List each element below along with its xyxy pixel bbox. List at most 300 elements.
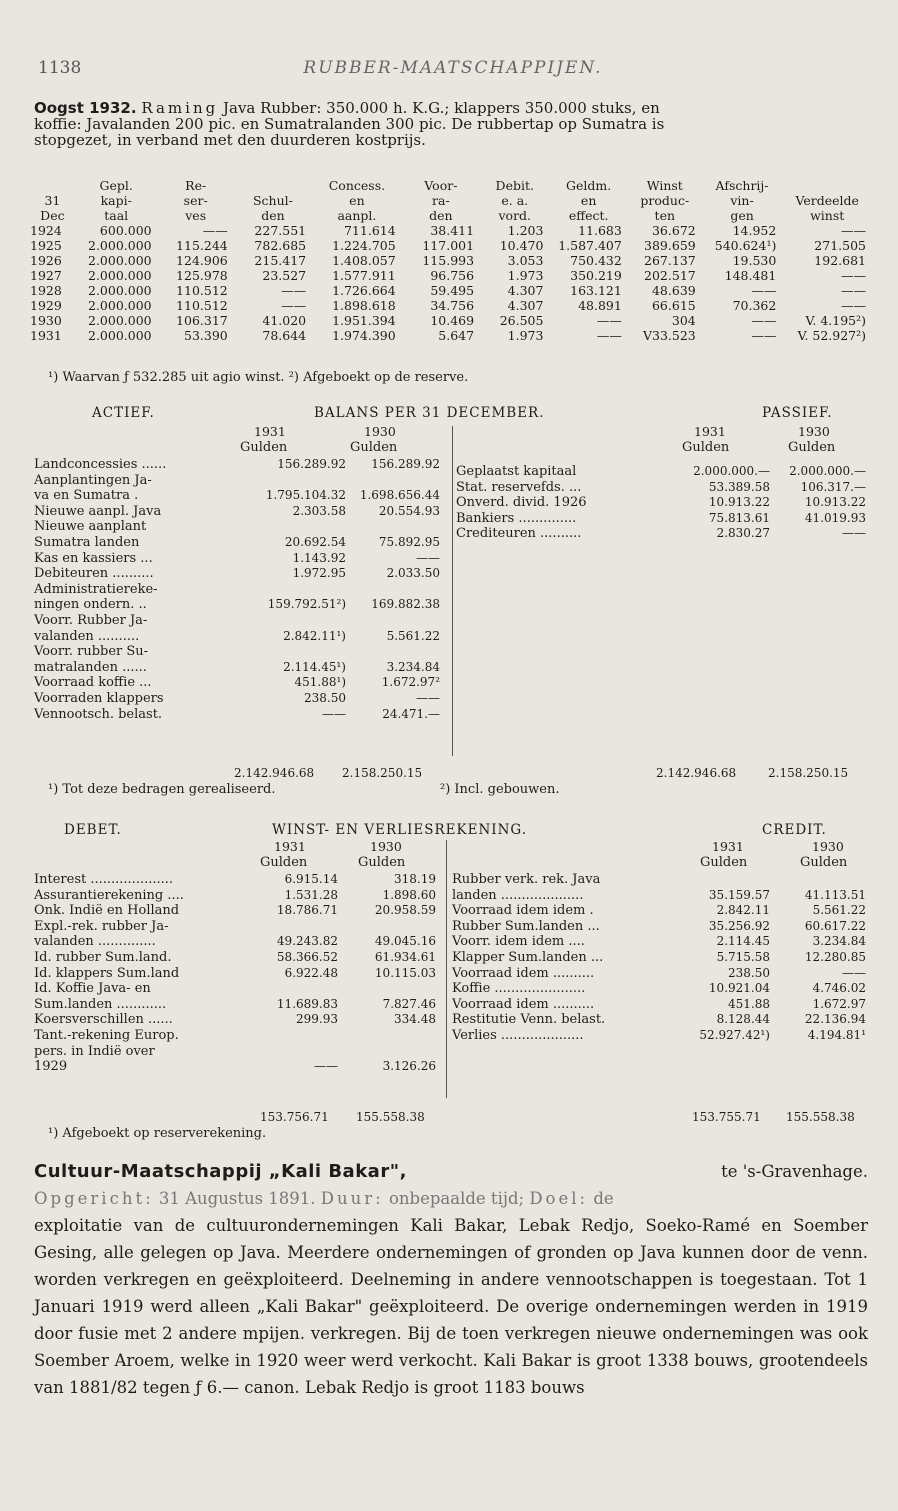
list-item xyxy=(452,950,866,966)
pl-credit-unit-1: Gulden xyxy=(700,855,748,870)
item-label: Rubber Sum.landen ... xyxy=(452,918,600,934)
year-cell: 1926 xyxy=(30,253,62,268)
item-label: Voorr. Rubber Ja- xyxy=(34,612,148,628)
balance-title: BALANS PER 31 DECEMBER. xyxy=(314,405,545,421)
list-item xyxy=(34,566,440,582)
financial-header-cell: Gepl. xyxy=(99,178,133,193)
table-row xyxy=(30,298,872,313)
item-value-1930: 24.471.— xyxy=(382,706,440,721)
list-item xyxy=(34,644,440,660)
item-label: pers. in Indië over xyxy=(34,1043,155,1059)
list-item xyxy=(456,511,866,527)
item-value-1930: —— xyxy=(842,965,866,980)
item-value-1930: 49.045.16 xyxy=(374,934,436,949)
list-item xyxy=(34,903,436,919)
list-item xyxy=(452,1028,866,1044)
item-label: Sumatra landen xyxy=(34,534,140,550)
financial-header-cell: taal xyxy=(104,208,129,223)
year-cell: 1931 xyxy=(30,328,62,343)
item-value-1930: 22.136.94 xyxy=(804,1012,866,1027)
value-cell: 4.307 xyxy=(507,298,544,313)
list-item xyxy=(34,872,436,888)
item-value-1931: 2.000.000.— xyxy=(693,464,770,478)
value-cell: 1.587.407 xyxy=(558,238,622,253)
financial-header-cell: Verdeelde xyxy=(795,193,859,208)
harvest-paragraph xyxy=(34,100,868,148)
item-value-1931: 238.50 xyxy=(304,690,346,705)
item-value-1930: 169.882.38 xyxy=(371,597,440,612)
value-cell: 11.683 xyxy=(578,223,622,238)
item-value-1931: 2.830.27 xyxy=(716,526,770,541)
page-header xyxy=(38,58,868,84)
financial-header-cell: Dec xyxy=(40,208,65,223)
balance-total-left-1930: 2.158.250.15 xyxy=(342,766,423,780)
item-label: Koffie ...................... xyxy=(452,981,586,997)
item-value-1930: 10.115.03 xyxy=(374,965,436,980)
value-cell: —— xyxy=(751,313,777,328)
item-label: Nieuwe aanpl. Java xyxy=(34,503,162,519)
item-value-1931: 1.143.92 xyxy=(292,550,346,565)
financial-header-cell: Geldm. xyxy=(566,178,612,193)
founded-value: 31 Augustus 1891. xyxy=(153,1189,321,1208)
value-cell: 1.951.394 xyxy=(332,313,396,328)
value-cell: —— xyxy=(841,298,866,313)
list-item xyxy=(34,981,436,997)
item-label: Onk. Indië en Holland xyxy=(34,903,180,919)
value-cell: —— xyxy=(596,313,622,328)
item-value-1931: 2.303.58 xyxy=(292,503,346,518)
item-label: Kas en kassiers ... xyxy=(34,550,153,566)
item-value-1930: 60.617.22 xyxy=(804,918,866,933)
financial-header-cell: aanpl. xyxy=(337,208,377,223)
balance-passief-list xyxy=(456,464,866,542)
value-cell: 124.906 xyxy=(176,253,228,268)
company-name: Cultuur-Maatschappij „Kali Bakar", xyxy=(34,1161,407,1182)
table-row xyxy=(30,313,872,328)
list-item xyxy=(456,480,866,496)
item-label: Crediteuren .......... xyxy=(456,526,582,542)
company-body-text: exploitatie van de cultuurondernemingen Kali Bakar, Lebak Redjo, Soeko-Ramé en Soember Gesing, alle gelegen op Java. Meerdere ondernemingen of gronden op Java kunnen door de venn. worden verkregen en geëxploiteerd. Deelneming in andere vennootschappen is toegestaan. Tot 1 Januari 1919 werd alleen „Kali Bakar" geëxploiteerd. De overige ondernemingen werden in 1919 door fusie met 2 andere mpijen. verkregen. Bij de toen verkregen nieuwe ondernemingen was ook Soember Aroem, welke in 1920 weer werd verkocht. Kali Bakar is groot 1338 bouws, grootendeels van 1881/82 tegen ƒ 6.— canon. Lebak Redjo is groot 1183 bouws xyxy=(34,1216,868,1397)
financial-header-cell: ten xyxy=(654,208,676,223)
value-cell: 2.000.000 xyxy=(88,238,152,253)
item-value-1931: 53.389.58 xyxy=(708,479,770,494)
pl-debet-unit-1: Gulden xyxy=(260,855,308,870)
item-value-1930: 20.958.59 xyxy=(374,903,436,918)
value-cell: 148.481 xyxy=(724,268,777,283)
year-cell: 1929 xyxy=(30,298,62,313)
item-value-1930: 5.561.22 xyxy=(386,628,440,643)
item-value-1930: 4.194.81¹ xyxy=(807,1027,866,1042)
value-cell: 711.614 xyxy=(343,223,396,238)
item-value-1931: 156.289.92 xyxy=(277,457,346,471)
balance-actief-list xyxy=(34,457,440,722)
list-item xyxy=(34,707,440,723)
item-value-1931: —— xyxy=(314,1059,338,1074)
value-cell: 1.973 xyxy=(507,328,544,343)
value-cell: 48.891 xyxy=(578,298,622,313)
value-cell: 1.408.057 xyxy=(332,253,396,268)
list-item xyxy=(34,535,440,551)
value-cell: 782.685 xyxy=(254,238,307,253)
list-item xyxy=(34,629,440,645)
item-value-1931: 2.114.45¹) xyxy=(283,659,346,674)
item-label: Voorraad idem .......... xyxy=(452,996,595,1012)
item-value-1931: 1.795.104.32 xyxy=(265,488,346,503)
list-item xyxy=(452,872,866,888)
item-value-1930: 1.672.97 xyxy=(812,996,866,1011)
list-item xyxy=(34,1028,436,1044)
value-cell: 41.020 xyxy=(262,313,307,328)
item-value-1930: 2.000.000.— xyxy=(789,464,866,478)
value-cell: 304 xyxy=(671,313,696,328)
item-value-1931: 1.531.28 xyxy=(284,887,338,902)
value-cell: 1.973 xyxy=(507,268,544,283)
item-value-1930: 7.827.46 xyxy=(382,996,436,1011)
value-cell: 34.756 xyxy=(430,298,475,313)
item-label: Voorr. rubber Su- xyxy=(34,644,149,660)
year-cell: 1925 xyxy=(30,238,62,253)
item-value-1931: 49.243.82 xyxy=(276,934,338,949)
item-label: Verlies .................... xyxy=(452,1027,584,1043)
item-label: Landconcessies ...... xyxy=(34,457,167,472)
financial-header-cell: en xyxy=(580,193,597,208)
company-location: te 's-Gravenhage. xyxy=(721,1162,868,1181)
item-value-1931: 299.93 xyxy=(296,1012,338,1027)
financial-header-row xyxy=(30,208,872,223)
item-value-1930: 1.672.97² xyxy=(381,675,440,690)
financial-header-cell: e. a. xyxy=(501,193,529,208)
financial-header-cell: Voor- xyxy=(424,178,458,193)
list-item xyxy=(34,1012,436,1028)
pl-total-left-1931: 153.756.71 xyxy=(260,1110,329,1124)
balance-actief-unit-2: Gulden xyxy=(350,440,398,455)
item-label: Onverd. divid. 1926 xyxy=(456,495,587,511)
item-value-1930: 1.898.60 xyxy=(382,887,436,902)
value-cell: 2.000.000 xyxy=(88,268,152,283)
pl-total-right-1930: 155.558.38 xyxy=(786,1110,855,1124)
value-cell: —— xyxy=(596,328,622,343)
item-value-1930: 20.554.93 xyxy=(378,503,440,518)
financial-header-cell: ser- xyxy=(183,193,208,208)
value-cell: —— xyxy=(841,223,866,238)
table-row xyxy=(30,253,872,268)
value-cell: V. 4.195²) xyxy=(805,313,866,328)
year-cell: 1924 xyxy=(30,223,62,238)
value-cell: 1.726.664 xyxy=(332,283,396,298)
pl-title: WINST- EN VERLIESREKENING. xyxy=(272,822,528,838)
financial-header-cell: Debit. xyxy=(495,178,534,193)
item-value-1931: 20.692.54 xyxy=(284,534,346,549)
item-value-1931: 75.813.61 xyxy=(708,510,770,525)
pl-total-left-1930: 155.558.38 xyxy=(356,1110,425,1124)
item-label: Restitutie Venn. belast. xyxy=(452,1012,606,1028)
value-cell: 23.527 xyxy=(262,268,307,283)
value-cell: 59.495 xyxy=(430,283,475,298)
financial-header-cell: vord. xyxy=(498,208,532,223)
financial-header-cell: produc- xyxy=(640,193,690,208)
item-label: Voorraad koffie ... xyxy=(34,675,152,691)
item-value-1930: 41.113.51 xyxy=(804,887,866,902)
list-item xyxy=(34,1059,436,1075)
balance-actief-year-2: 1930 xyxy=(364,424,396,439)
financial-header-cell xyxy=(782,178,872,193)
balance-actief-year-1: 1931 xyxy=(254,424,286,439)
value-cell: 2.000.000 xyxy=(88,328,152,343)
item-label: Id. Koffie Java- en xyxy=(34,981,151,997)
item-label: valanden .............. xyxy=(34,934,156,950)
list-item xyxy=(452,997,866,1013)
value-cell: 600.000 xyxy=(99,223,152,238)
value-cell: —— xyxy=(751,283,777,298)
item-label: Voorraden klappers xyxy=(34,690,164,706)
value-cell: 267.137 xyxy=(644,253,696,268)
value-cell: 540.624¹) xyxy=(714,238,777,253)
value-cell: 350.219 xyxy=(570,268,622,283)
item-value-1930: 12.280.85 xyxy=(804,949,866,964)
balance-actief-unit-1: Gulden xyxy=(240,440,288,455)
financial-header-cell xyxy=(30,178,75,193)
item-label: Expl.-rek. rubber Ja- xyxy=(34,918,169,934)
item-value-1930: 4.746.02 xyxy=(812,981,866,996)
list-item xyxy=(34,582,440,598)
item-label: Vennootsch. belast. xyxy=(34,706,163,722)
item-value-1930: 1.698.656.44 xyxy=(359,488,440,503)
item-value-1931: 1.972.95 xyxy=(292,566,346,581)
financial-header-cell: Schul- xyxy=(252,193,293,208)
list-item xyxy=(34,997,436,1013)
list-item xyxy=(452,966,866,982)
list-item xyxy=(34,597,440,613)
list-item xyxy=(34,1044,436,1060)
financial-header-cell: Concess. xyxy=(328,178,386,193)
list-item xyxy=(452,981,866,997)
value-cell: 110.512 xyxy=(176,283,228,298)
financial-header-row xyxy=(30,178,872,193)
item-label: Rubber verk. rek. Java xyxy=(452,872,601,887)
value-cell: 38.411 xyxy=(430,223,475,238)
item-label: Voorraad idem .......... xyxy=(452,965,595,981)
value-cell: 227.551 xyxy=(254,223,307,238)
financial-header-cell: ra- xyxy=(432,193,450,208)
item-value-1930: 156.289.92 xyxy=(371,457,440,471)
value-cell: 192.681 xyxy=(814,253,866,268)
year-cell: 1928 xyxy=(30,283,62,298)
value-cell: —— xyxy=(841,283,866,298)
item-value-1930: 3.126.26 xyxy=(382,1059,436,1074)
financial-header-cell: winst xyxy=(810,208,845,223)
value-cell: 1.898.618 xyxy=(332,298,396,313)
item-label: Klapper Sum.landen ... xyxy=(452,949,604,965)
value-cell: 202.517 xyxy=(644,268,696,283)
list-item xyxy=(34,457,440,473)
list-item xyxy=(34,551,440,567)
financial-header-cell xyxy=(234,178,312,193)
value-cell: —— xyxy=(202,223,228,238)
value-cell: 1.224.705 xyxy=(332,238,396,253)
harvest-estimate-label: Raming xyxy=(141,99,219,117)
value-cell: 115.244 xyxy=(176,238,228,253)
value-cell: 5.647 xyxy=(438,328,475,343)
item-label: Tant.-rekening Europ. xyxy=(34,1027,179,1043)
list-item xyxy=(34,934,436,950)
list-item xyxy=(34,660,440,676)
item-label: Aanplantingen Ja- xyxy=(34,472,152,488)
balance-total-left-1931: 2.142.946.68 xyxy=(234,766,315,780)
running-title: RUBBER-MAATSCHAPPIJEN. xyxy=(303,58,603,78)
item-value-1931: 11.689.83 xyxy=(276,996,338,1011)
item-value-1931: 52.927.42¹) xyxy=(699,1027,770,1042)
item-label: 1929 xyxy=(34,1059,68,1075)
item-label: ningen ondern. .. xyxy=(34,597,147,613)
financial-header-cell: den xyxy=(429,208,453,223)
item-value-1931: 8.128.44 xyxy=(716,1012,770,1027)
balance-passief-unit-2: Gulden xyxy=(788,440,836,455)
item-value-1931: 451.88 xyxy=(728,996,770,1011)
pl-debet-year-2: 1930 xyxy=(370,839,402,854)
item-value-1931: 10.913.22 xyxy=(708,495,770,510)
value-cell: 106.317 xyxy=(176,313,228,328)
item-value-1931: 6.915.14 xyxy=(284,872,338,886)
item-value-1930: 106.317.— xyxy=(800,479,866,494)
financial-header-cell: ves xyxy=(185,208,207,223)
table-row xyxy=(30,268,872,283)
item-value-1931: 35.159.57 xyxy=(708,887,770,902)
item-value-1930: 75.892.95 xyxy=(378,534,440,549)
item-value-1930: 334.48 xyxy=(394,1012,436,1027)
harvest-line-3: stopgezet, in verband met den duurderen kostprijs. xyxy=(34,131,426,149)
item-value-1931: 2.114.45 xyxy=(716,934,770,949)
item-value-1930: 61.934.61 xyxy=(374,949,436,964)
value-cell: 36.672 xyxy=(651,223,696,238)
item-value-1931: 159.792.51²) xyxy=(267,597,346,612)
item-value-1931: 238.50 xyxy=(728,965,770,980)
balance-footnote-left: ¹) Tot deze bedragen gerealiseerd. xyxy=(48,782,276,797)
pl-footnote: ¹) Afgeboekt op reserverekening. xyxy=(48,1126,267,1141)
value-cell: —— xyxy=(751,328,777,343)
value-cell: —— xyxy=(281,283,307,298)
item-label: Voorr. idem idem .... xyxy=(452,934,585,950)
list-item xyxy=(452,903,866,919)
value-cell: 115.993 xyxy=(422,253,475,268)
value-cell: V33.523 xyxy=(642,328,696,343)
value-cell: 1.203 xyxy=(507,223,544,238)
company-description xyxy=(34,1158,868,1401)
financial-header-cell: den xyxy=(261,208,285,223)
financial-table-footnote: ¹) Waarvan ƒ 532.285 uit agio winst. ²) Afgeboekt op de reserve. xyxy=(48,370,469,385)
value-cell: 10.470 xyxy=(499,238,544,253)
list-item xyxy=(452,888,866,904)
value-cell: 19.530 xyxy=(732,253,777,268)
balance-passief-year-1: 1931 xyxy=(694,424,726,439)
item-label: Id. klappers Sum.land xyxy=(34,965,180,981)
list-item xyxy=(456,495,866,511)
list-item xyxy=(452,934,866,950)
balance-total-right-1930: 2.158.250.15 xyxy=(768,766,849,780)
financial-header-cell: Winst xyxy=(646,178,683,193)
page-number: 1138 xyxy=(38,58,82,78)
list-item xyxy=(34,966,436,982)
harvest-line-2: koffie: Javalanden 200 pic. en Sumatralanden 300 pic. De rubbertap op Sumatra is xyxy=(34,115,665,133)
list-item xyxy=(456,464,866,480)
value-cell: 163.121 xyxy=(570,283,622,298)
financial-header-cell: Re- xyxy=(185,178,207,193)
duration-label: Duur: xyxy=(320,1189,384,1208)
balance-passief-year-2: 1930 xyxy=(798,424,830,439)
item-value-1930: 5.561.22 xyxy=(812,903,866,918)
list-item xyxy=(34,888,436,904)
financial-header-cell: 31 xyxy=(44,193,61,208)
pl-credit-unit-2: Gulden xyxy=(800,855,848,870)
item-value-1930: 318.19 xyxy=(394,872,436,886)
item-value-1931: 18.786.71 xyxy=(276,903,338,918)
item-label: landen .................... xyxy=(452,887,584,903)
value-cell: 271.505 xyxy=(814,238,866,253)
item-label: matralanden ...... xyxy=(34,659,147,675)
purpose-label: Doel: xyxy=(529,1189,589,1208)
pl-credit-year-1: 1931 xyxy=(712,839,744,854)
item-label: Assurantierekening .... xyxy=(34,887,184,903)
item-label: Stat. reservefds. ... xyxy=(456,479,582,495)
list-item xyxy=(34,519,440,535)
table-row xyxy=(30,328,872,343)
value-cell: 215.417 xyxy=(254,253,307,268)
list-item xyxy=(34,919,436,935)
financial-history-table xyxy=(30,178,872,343)
item-value-1931: —— xyxy=(322,706,346,721)
purpose-lead: de xyxy=(588,1189,614,1208)
item-value-1931: 5.715.58 xyxy=(716,949,770,964)
value-cell: 14.952 xyxy=(732,223,777,238)
balance-divider xyxy=(452,426,453,756)
item-label: Administratiereke- xyxy=(34,581,158,597)
list-item xyxy=(452,1012,866,1028)
financial-header-cell: Afschrij- xyxy=(715,178,769,193)
value-cell: 2.000.000 xyxy=(88,298,152,313)
value-cell: 750.432 xyxy=(570,253,622,268)
duration-value: onbepaalde tijd; xyxy=(383,1189,530,1208)
harvest-label: Oogst 1932. xyxy=(34,99,137,117)
value-cell: 117.001 xyxy=(422,238,475,253)
value-cell: 389.659 xyxy=(644,238,696,253)
value-cell: 66.615 xyxy=(651,298,696,313)
list-item xyxy=(34,691,440,707)
item-label: Sum.landen ............ xyxy=(34,996,167,1012)
value-cell: 10.469 xyxy=(430,313,475,328)
list-item xyxy=(34,504,440,520)
financial-header-cell: gen xyxy=(730,208,754,223)
value-cell: 78.644 xyxy=(262,328,307,343)
item-value-1930: —— xyxy=(416,690,440,705)
list-item xyxy=(34,675,440,691)
item-value-1930: 41.019.93 xyxy=(804,510,866,525)
harvest-line-1: Java Rubber: 350.000 h. K.G.; klappers 350.000 stuks, en xyxy=(223,99,660,117)
financial-header-cell: kapi- xyxy=(100,193,132,208)
pl-debet-title: DEBET. xyxy=(64,822,122,838)
item-label: Voorraad idem idem . xyxy=(452,903,594,919)
item-value-1931: 6.922.48 xyxy=(284,965,338,980)
value-cell: 110.512 xyxy=(176,298,228,313)
table-row xyxy=(30,283,872,298)
list-item xyxy=(34,473,440,489)
item-label: Id. rubber Sum.land. xyxy=(34,949,172,965)
item-value-1930: 3.234.84 xyxy=(386,659,440,674)
item-label: valanden .......... xyxy=(34,628,140,644)
balance-actief-title: ACTIEF. xyxy=(92,405,155,421)
item-value-1931: 451.88¹) xyxy=(294,675,346,690)
pl-credit-title: CREDIT. xyxy=(762,822,827,838)
item-label: Bankiers .............. xyxy=(456,510,577,526)
table-row xyxy=(30,223,872,238)
